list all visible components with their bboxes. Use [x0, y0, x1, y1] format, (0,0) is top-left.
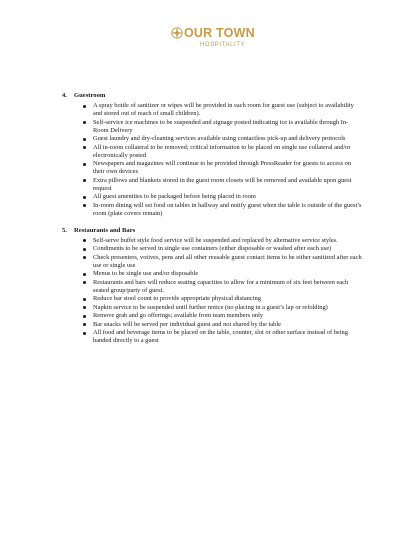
list-item: A spray bottle of sanitizer or wipes will be provided in each room for guest use (subject to availability and stored out of reach of small children). — [81, 102, 362, 118]
list-item: Guest laundry and dry-cleaning services available using contactless pick-up and delivery protocols — [81, 135, 362, 143]
list-item: Condiments to be served in single use containers (either disposable or washed after each use) — [81, 245, 362, 253]
list-item: Newspapers and magazines will continue to be provided through PressReader for guests to access on their own devices — [81, 160, 362, 176]
list-item: Self-serve buffet style food service will be suspended and replaced by alternative service styles. — [81, 237, 362, 245]
company-logo — [170, 24, 260, 54]
logo-title: OUR TOWN — [184, 26, 255, 40]
list-item: Check presenters, votives, pens and all other reusable guest contact items to be either sanitized after each use or single use — [81, 254, 362, 270]
compass-star-icon — [170, 26, 184, 40]
section-number: 4. — [62, 92, 67, 99]
section-number: 5. — [62, 226, 67, 234]
list-item: Napkin service to be suspended until further notice (no placing in a guest’s lap or refolding) — [81, 304, 362, 312]
bullet-list — [62, 237, 362, 346]
section-title: Restaurants and Bars — [74, 226, 136, 234]
section-heading — [62, 227, 362, 235]
list-item: All in-room collateral to be removed; critical information to be placed on single use collateral and/or electronically posted — [81, 144, 362, 160]
list-item: Self-service ice machines to be suspended and signage posted indicating ice is available through In-Room Delivery — [81, 119, 362, 135]
document-body — [62, 92, 362, 346]
list-item: All guest amenities to be packaged before being placed in room — [81, 193, 362, 201]
list-item: Restaurants and bars will reduce seating capacities to allow for a minimum of six feet between each seated group/party of guest. — [81, 279, 362, 295]
list-item: All food and beverage items to be placed on the table, counter, slot or other surface instead of being handed directly to a guest — [81, 329, 362, 345]
section-guestroom — [62, 92, 362, 218]
list-item: Bar snacks will be served per individual guest and not shared by the table — [81, 321, 362, 329]
section-title: Guestroom — [74, 92, 106, 99]
list-item: In-room dining will set food on tables in hallway and notify guest when the table is outside of the guest’s room (plate covers remain) — [81, 202, 362, 218]
list-item: Menus to be single use and/or disposable — [81, 270, 362, 278]
bullet-list — [62, 102, 362, 218]
logo-subtitle: HOSPITALITY — [200, 42, 246, 48]
list-item: Extra pillows and blankets stored in the guest room closets will be removed and available upon guest request — [81, 177, 362, 193]
section-heading — [62, 92, 362, 100]
list-item: Reduce bar stool count to provide appropriate physical distancing — [81, 295, 362, 303]
section-restaurants-and-bars — [62, 227, 362, 346]
list-item: Remove grab and go offerings; available from team members only — [81, 312, 362, 320]
